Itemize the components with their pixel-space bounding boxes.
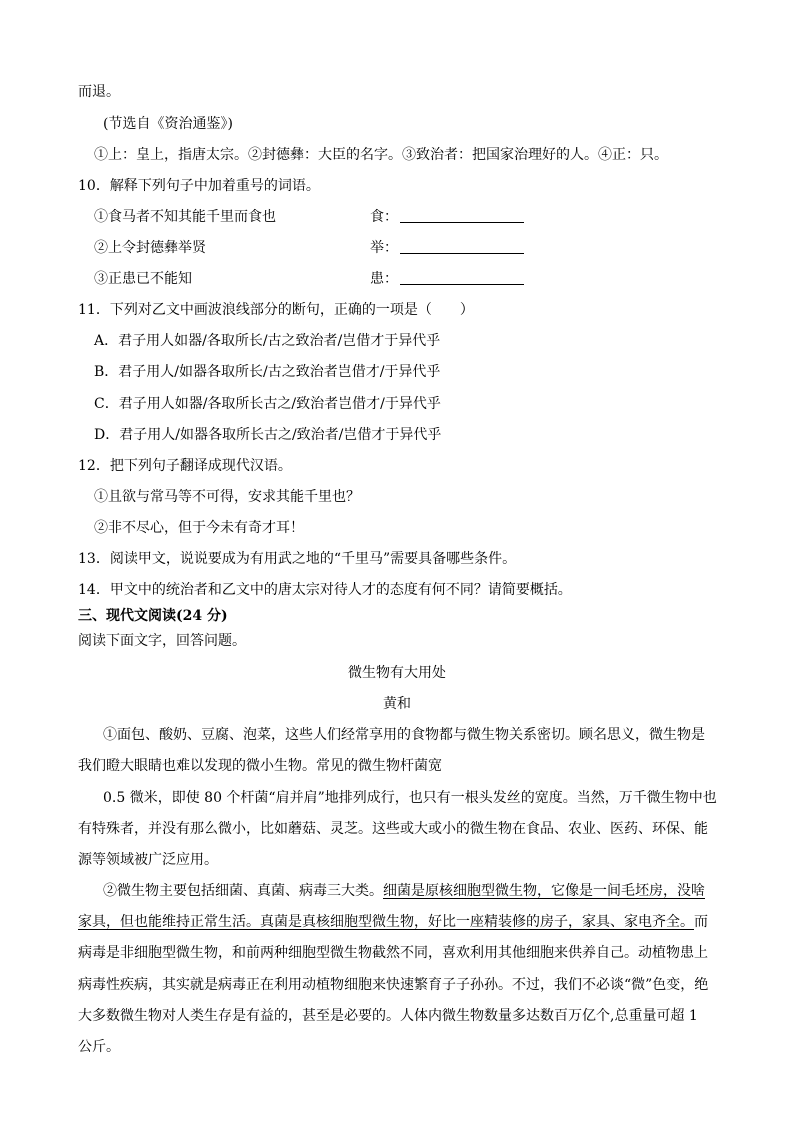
answer-blank[interactable] xyxy=(400,270,524,285)
q12-item-1: ①且欲与常马等不可得，安求其能千里也？ xyxy=(94,489,360,505)
question-14: 14．甲文中的统治者和乙文中的唐太宗对待人才的态度有何不同？请简要概括。 xyxy=(78,582,572,598)
q10-sentence-3: ③正患已不能知 xyxy=(94,271,192,287)
q10-answer-1: 食： xyxy=(370,207,524,227)
paragraph-1-line: 我们瞪大眼睛也难以发现的微小生物。常见的微生物杆菌宽 xyxy=(78,758,442,774)
q10-sentence-2: ②上令封德彝举贤 xyxy=(94,240,206,256)
question-11: 11．下列对乙文中画波浪线部分的断句，正确的一项是（ ） xyxy=(78,302,474,318)
paragraph-2-line: 大多数微生物对人类生存是有益的，甚至是必要的。人体内微生物数量多达数百万亿个,总重量可超 1 xyxy=(78,1008,698,1024)
q11-option-c: C．君子用人如器/各取所长古之/致治者岂借才/于异代乎 xyxy=(94,396,441,412)
q12-item-2: ②非不尽心，但于今未有奇才耳！ xyxy=(94,520,304,536)
source-citation: (节选自《资治通鉴》) xyxy=(103,116,233,132)
paragraph-1-line: ①面包、酸奶、豆腐、泡菜，这些人们经常享用的食物都与微生物关系密切。顾名思义，微生物是 xyxy=(103,727,705,743)
q11-option-d: D．君子用人/如器各取所长古之/致治者/岂借才于异代乎 xyxy=(94,427,442,443)
question-13: 13．阅读甲文，说说要成为有用武之地的“千里马”需要具备哪些条件。 xyxy=(78,551,517,567)
q10-answer-3: 患： xyxy=(370,269,524,289)
paragraph-1-line: 源等领域被广泛应用。 xyxy=(78,852,218,868)
answer-blank[interactable] xyxy=(400,208,524,223)
paragraph-2-line: 家具，但也能维持正常生活。真菌是真核细胞型微生物，好比一座精装修的房子，家具、家电齐全。而 xyxy=(78,914,708,930)
q10-sentence-1: ①食马者不知其能千里而食也 xyxy=(94,209,276,225)
underlined-text: 家具，但也能维持正常生活。真菌是真核细胞型微生物，好比一座精装修的房子，家具、家电齐全。 xyxy=(78,914,694,930)
question-12: 12．把下列句子翻译成现代汉语。 xyxy=(78,458,292,474)
text-line: 而退。 xyxy=(78,84,120,100)
paragraph-2-line: 病毒性疾病，其实就是病毒正在利用动植物细胞来快速繁育子子孙孙。不过，我们不必谈“微”色变，绝 xyxy=(78,977,709,993)
question-10: 10．解释下列句子中加着重号的词语。 xyxy=(78,178,320,194)
underlined-text: 细菌是原核细胞型微生物，它像是一间毛坯房，没啥 xyxy=(383,883,705,899)
paragraph-2-line: 病毒是非细胞型微生物，和前两种细胞型微生物截然不同，喜欢利用其他细胞来供养自己。动植物患上 xyxy=(78,945,708,961)
article-author: 黄和 xyxy=(383,696,411,712)
q11-option-b: B．君子用人/如器各取所长/古之致治者岂借才/于异代乎 xyxy=(94,364,441,380)
q11-option-a: A．君子用人如器/各取所长/古之致治者/岂借才于异代乎 xyxy=(94,333,441,349)
q10-answer-2: 举： xyxy=(370,238,524,258)
answer-blank[interactable] xyxy=(400,239,524,254)
section-heading: 三、现代文阅读(24 分) xyxy=(78,608,228,624)
paragraph-2-line: ②微生物主要包括细菌、真菌、病毒三大类。细菌是原核细胞型微生物，它像是一间毛坯房，没啥 xyxy=(103,883,705,899)
paragraph-1-line: 0.5 微米，即使 80 个杆菌“肩并肩”地排列成行，也只有一根头发丝的宽度。当然，万千微生物中也 xyxy=(103,790,717,806)
paragraph-1-line: 有特殊者，并没有那么微小，比如蘑菇、灵芝。这些或大或小的微生物在食品、农业、医药、环保、能 xyxy=(78,821,708,837)
annotation-notes: ①上：皇上，指唐太宗。②封德彝：大臣的名字。③致治者：把国家治理好的人。④正：只。 xyxy=(94,147,668,163)
section-instruction: 阅读下面文字，回答问题。 xyxy=(78,633,246,649)
paragraph-2-line: 公斤。 xyxy=(78,1039,120,1055)
article-title: 微生物有大用处 xyxy=(348,665,446,681)
